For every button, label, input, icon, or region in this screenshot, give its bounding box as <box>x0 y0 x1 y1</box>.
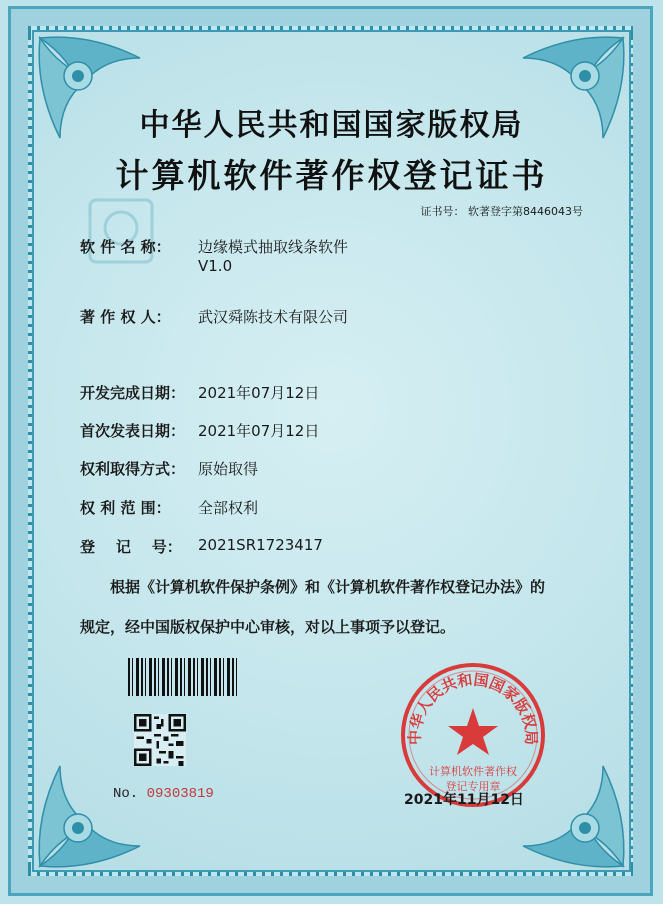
field-label: 权 利 范 围： <box>80 499 171 517</box>
field-value: 2021年07月12日 <box>198 422 320 440</box>
field-acquisition-method <box>80 458 258 479</box>
seal-ring-text: 中华人民共和国国家版权局 <box>405 670 541 746</box>
certificate-title: 计算机软件著作权登记证书 <box>115 156 548 195</box>
barcode <box>128 658 238 696</box>
seal-center-line-1: 计算机软件著作权 <box>429 765 517 778</box>
field-registration-number <box>80 536 323 557</box>
issue-date: 2021年11月12日 <box>404 792 524 808</box>
issuer-title: 中华人民共和国国家版权局 <box>139 108 524 143</box>
statement-line-1: 根据《计算机软件保护条例》和《计算机软件著作权登记办法》的 <box>110 578 546 596</box>
field-label: 著 作 权 人： <box>80 308 171 326</box>
field-label: 权利取得方式： <box>80 460 186 478</box>
seal-star-icon <box>448 708 498 755</box>
certificate-number-label: 证书号： <box>420 205 465 218</box>
serial-value: 09303819 <box>146 786 214 802</box>
field-value: 2021SR1723417 <box>198 536 323 554</box>
field-label: 开发完成日期： <box>80 384 186 402</box>
corner-ornament-icon <box>30 756 150 876</box>
field-value: 武汉舜陈技术有限公司 <box>198 308 349 326</box>
field-software-name <box>80 236 348 275</box>
certificate-number-value: 软著登字第8446043号 <box>468 205 583 218</box>
field-label: 首次发表日期： <box>80 422 186 440</box>
field-publication-date <box>80 420 319 441</box>
field-value: 全部权利 <box>198 499 259 517</box>
serial-number <box>113 786 214 802</box>
field-value: 边缘模式抽取线条软件 <box>198 238 349 256</box>
field-value-version: V1.0 <box>198 257 233 275</box>
field-rights-scope <box>80 497 258 518</box>
field-value: 原始取得 <box>198 460 259 478</box>
seal-center-line-2: 登记专用章 <box>445 780 501 793</box>
statement-line-2: 规定，经中国版权保护中心审核，对以上事项予以登记。 <box>80 618 456 636</box>
official-seal <box>398 660 548 810</box>
field-value: 2021年07月12日 <box>198 384 320 402</box>
serial-prefix: No. <box>113 786 139 802</box>
qr-code-icon <box>134 714 186 766</box>
field-development-date <box>80 382 319 403</box>
field-copyright-owner <box>80 306 348 327</box>
certificate-number <box>421 203 584 219</box>
field-label: 软 件 名 称： <box>80 238 171 256</box>
field-label: 登 记 号： <box>80 538 182 556</box>
